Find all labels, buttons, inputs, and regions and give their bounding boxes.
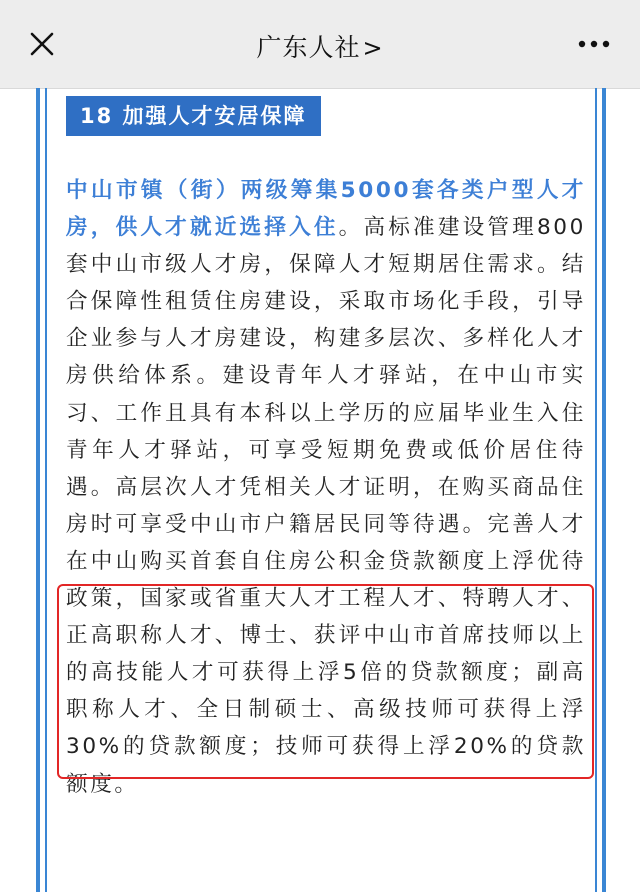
- section-heading: 18 加强人才安居保障: [66, 96, 321, 136]
- annotation-box: [57, 584, 594, 779]
- article-paragraph-annotated: 完善人才在中山购买首套自住房公积金贷款额度上浮优待政策，国家或省重大人才工程人才、特聘人才、正高职称人才、博士、获评中山市首席技师以上的高技能人才可获得上浮5倍的贷款额度；副高职称人才、全日制硕士、高级技师可获得上浮30%的贷款额度；技师可获得上浮20%的贷款额度。: [66, 511, 587, 797]
- account-name[interactable]: 广东人社: [256, 33, 361, 62]
- frame-line: [45, 88, 47, 892]
- frame-line: [595, 88, 597, 892]
- account-title[interactable]: [0, 28, 640, 64]
- decorative-frame-right: [594, 88, 606, 892]
- more-options-button[interactable]: [574, 30, 614, 58]
- top-navigation-bar: [0, 0, 640, 89]
- frame-line: [602, 88, 606, 892]
- article-paragraph: 。高标准建设管理800套中山市级人才房，保障人才短期居住需求。结合保障性租赁住房建设，采取市场化手段，引导企业参与人才房建设，构建多层次、多样化人才房供给体系。建设青年人才驿站，在中山市实习、工作且具有本科以上学历的应届毕业生入住青年人才驿站，可享受短期免费或低价居住待遇。高层次人才凭相关人才证明，在购买商品住房时可享受中山市户籍居民同等待遇。: [66, 215, 586, 537]
- frame-line: [36, 88, 40, 892]
- decorative-frame-left: [36, 88, 48, 892]
- more-icon[interactable]: [574, 30, 614, 58]
- chevron-right-icon[interactable]: >: [362, 34, 384, 62]
- highlighted-text: 中山市镇（街）两级筹集5000套各类户型人才房，供人才就近选择入住: [66, 178, 586, 241]
